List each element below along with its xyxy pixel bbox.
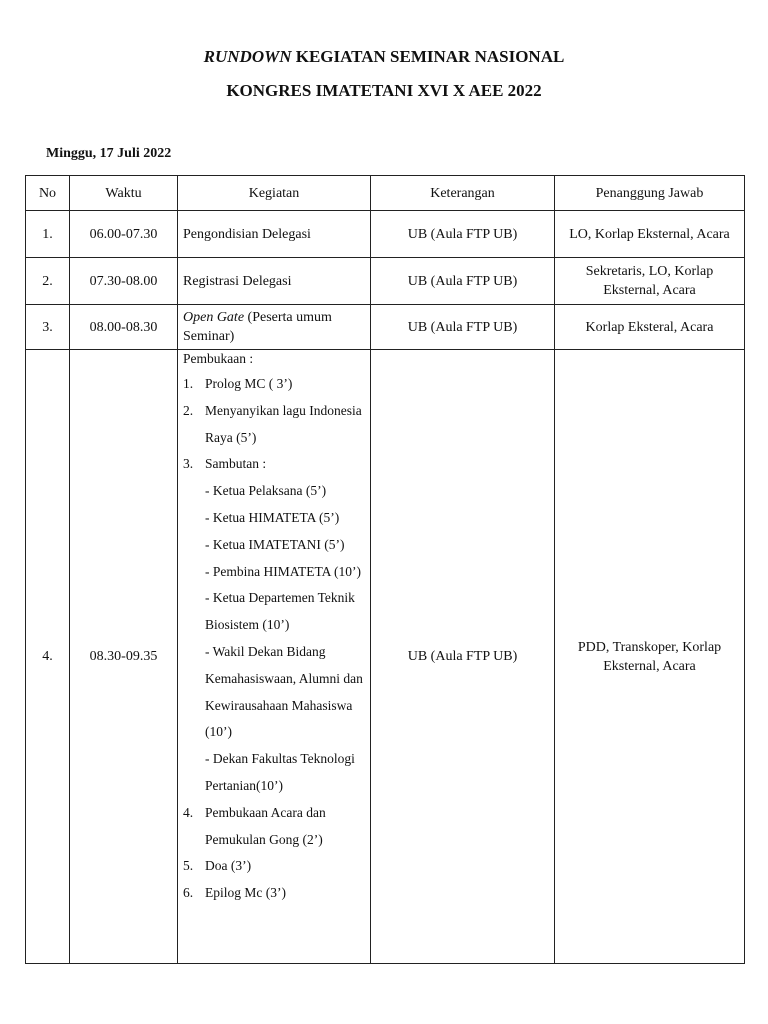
row-pic: Sekretaris, LO, Korlap Eksternal, Acara <box>555 258 745 305</box>
rundown-table <box>25 175 745 964</box>
row-time: 07.30-08.00 <box>70 258 178 305</box>
document-title-line1 <box>0 47 768 67</box>
table-row <box>26 211 745 258</box>
item-number: 1. <box>183 376 194 391</box>
table-row <box>26 350 745 964</box>
opening-agenda <box>183 350 365 907</box>
item-number: 5. <box>183 858 194 874</box>
header-no: No <box>26 176 70 211</box>
row-activity: Registrasi Delegasi <box>178 258 371 305</box>
row-no: 3. <box>26 305 70 350</box>
list-item <box>183 800 365 854</box>
row-location: UB (Aula FTP UB) <box>371 305 555 350</box>
row-activity <box>178 305 371 350</box>
row-location: UB (Aula FTP UB) <box>371 211 555 258</box>
table-row <box>26 305 745 350</box>
event-date: Minggu, 17 Juli 2022 <box>46 146 172 161</box>
list-item <box>183 371 365 398</box>
activity-italic: Open Gate <box>183 310 245 325</box>
row-no: 2. <box>26 258 70 305</box>
row-time: 06.00-07.30 <box>70 211 178 258</box>
item-text: Epilog Mc (3’) <box>205 885 286 901</box>
speech-item: - Pembina HIMATETA (10’) <box>205 563 362 579</box>
speech-item: - Dekan Fakultas Teknologi Pertanian(10’) <box>205 751 355 793</box>
item-number: 4. <box>183 804 194 820</box>
row-pic: Korlap Eksteral, Acara <box>555 305 745 350</box>
header-time: Waktu <box>70 176 178 211</box>
item-number: 2. <box>183 402 194 418</box>
list-item <box>183 853 365 880</box>
item-text: Prolog MC ( 3’) <box>205 376 293 391</box>
row-location: UB (Aula FTP UB) <box>371 258 555 305</box>
speech-item: - Ketua IMATETANI (5’) <box>205 536 345 552</box>
row-time: 08.30-09.35 <box>70 350 178 964</box>
row-pic: PDD, Transkoper, Korlap Eksternal, Acara <box>555 350 745 964</box>
item-text: Sambutan : <box>205 456 267 472</box>
header-activity: Kegiatan <box>178 176 371 211</box>
item-number: 3. <box>183 456 194 472</box>
row-time: 08.00-08.30 <box>70 305 178 350</box>
item-text: Pembukaan Acara dan Pemukulan Gong (2’) <box>205 804 326 847</box>
table-header-row <box>26 176 745 211</box>
item-text: Doa (3’) <box>205 858 252 874</box>
speech-item: - Wakil Dekan Bidang Kemahasiswaan, Alumni dan Kewirausahaan Mahasiswa (10’) <box>205 643 363 740</box>
item-number: 6. <box>183 885 194 901</box>
header-pic: Penanggung Jawab <box>555 176 745 211</box>
row-no: 1. <box>26 211 70 258</box>
list-item <box>183 880 365 907</box>
activity-rest: (Peserta umum Seminar) <box>183 310 332 344</box>
row-no: 4. <box>26 350 70 964</box>
header-location: Keterangan <box>371 176 555 211</box>
row-activity: Pengondisian Delegasi <box>178 211 371 258</box>
title-rest: KEGIATAN SEMINAR NASIONAL <box>291 47 565 66</box>
document-title-line2: KONGRES IMATETANI XVI X AEE 2022 <box>226 81 542 100</box>
item-text: Menyanyikan lagu Indonesia Raya (5’) <box>205 402 362 445</box>
table-row <box>26 258 745 305</box>
speech-item: - Ketua HIMATETA (5’) <box>205 509 340 525</box>
row-pic: LO, Korlap Eksternal, Acara <box>555 211 745 258</box>
list-item <box>183 451 365 478</box>
speech-item: - Ketua Departemen Teknik Biosistem (10’) <box>205 590 355 633</box>
row-location: UB (Aula FTP UB) <box>371 350 555 964</box>
list-item <box>183 398 365 452</box>
row-activity <box>178 350 371 964</box>
agenda-heading: Pembukaan : <box>183 351 254 366</box>
title-italic: RUNDOWN <box>203 47 292 66</box>
speech-item: - Ketua Pelaksana (5’) <box>205 483 327 499</box>
